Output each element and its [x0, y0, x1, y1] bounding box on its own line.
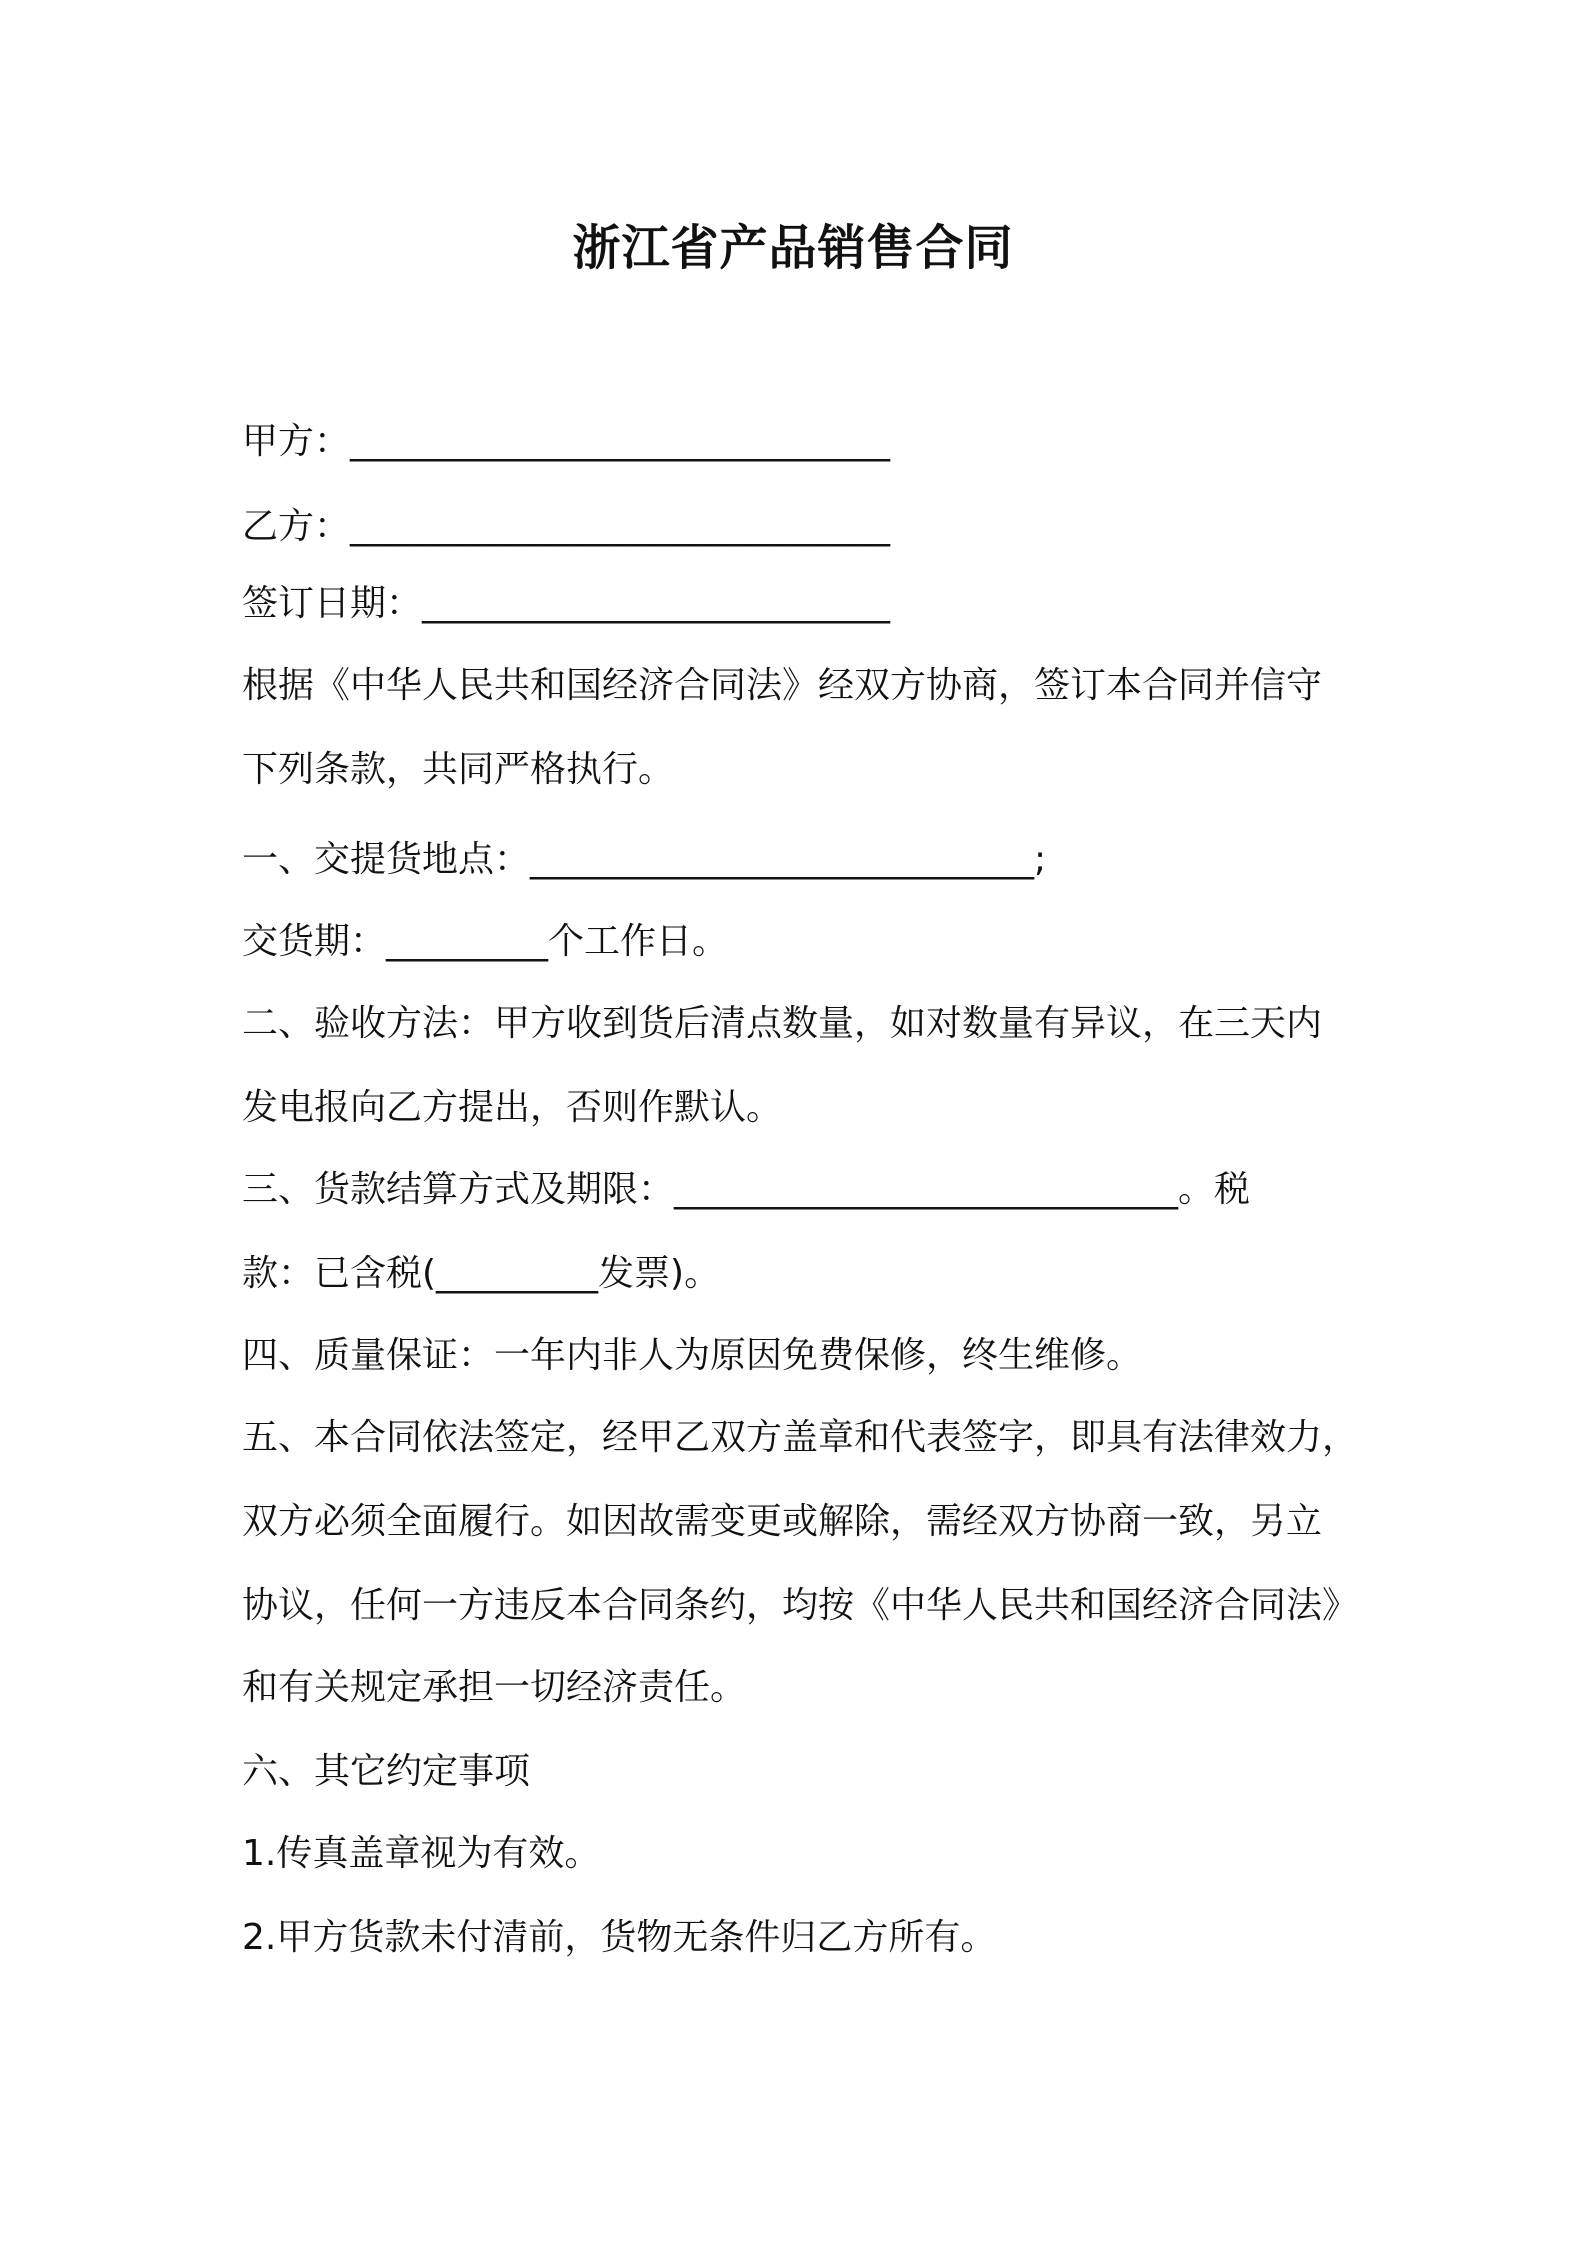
- clause-5-line-1: 五、本合同依法签定，经甲乙双方盖章和代表签字，即具有法律效力，: [242, 1417, 1359, 1458]
- clause-6-item-2: 2.甲方货款未付清前，货物无条件归乙方所有。: [242, 1917, 997, 1958]
- clause-5-line-2: 双方必须全面履行。如因故需变更或解除，需经双方协商一致，另立: [242, 1501, 1323, 1542]
- sign-date-line: 签订日期：__________________________: [242, 583, 891, 624]
- document-title: 浙江省产品销售合同: [572, 220, 1014, 276]
- clause-6-title: 六、其它约定事项: [242, 1751, 531, 1792]
- clause-5-line-3: 协议，任何一方违反本合同条约，均按《中华人民共和国经济合同法》: [242, 1585, 1359, 1626]
- party-a-line: 甲方：______________________________: [242, 421, 891, 462]
- clause-6-item-1: 1.传真盖章视为有效。: [242, 1833, 601, 1874]
- clause-2-line-2: 发电报向乙方提出，否则作默认。: [242, 1087, 783, 1128]
- clause-1-delivery-place: 一、交提货地点：____________________________;: [242, 839, 1047, 880]
- party-b-line: 乙方：______________________________: [242, 506, 891, 547]
- clause-5-line-4: 和有关规定承担一切经济责任。: [242, 1667, 747, 1708]
- clause-3-line-1: 三、货款结算方式及期限：____________________________。税: [242, 1169, 1251, 1210]
- clause-4: 四、质量保证：一年内非人为原因免费保修，终生维修。: [242, 1335, 1143, 1376]
- clause-3-line-2: 款：已含税(_________发票)。: [242, 1253, 721, 1294]
- intro-paragraph-line-2: 下列条款，共同严格执行。: [242, 749, 675, 790]
- intro-paragraph-line-1: 根据《中华人民共和国经济合同法》经双方协商，签订本合同并信守: [242, 665, 1323, 706]
- clause-1-delivery-period: 交货期：_________个工作日。: [242, 921, 729, 962]
- clause-2-line-1: 二、验收方法：甲方收到货后清点数量，如对数量有异议，在三天内: [242, 1003, 1323, 1044]
